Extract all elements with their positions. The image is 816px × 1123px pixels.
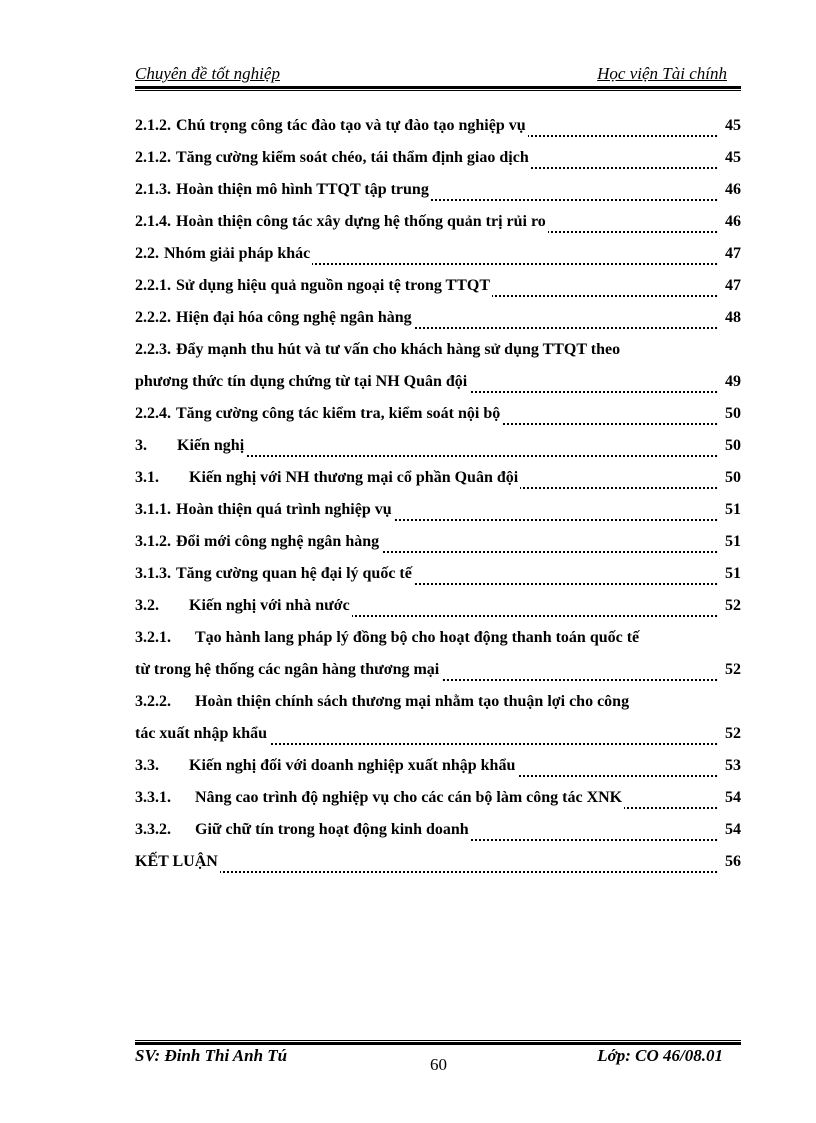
toc-page: 50	[724, 466, 741, 490]
header-rule	[135, 86, 741, 91]
toc-entry[interactable]	[135, 402, 741, 434]
toc-number: 3.3.2.	[135, 821, 171, 838]
toc-page: 52	[724, 594, 741, 618]
toc-title: Kiến nghị	[177, 437, 245, 454]
header-institution: Học viện Tài chính	[597, 64, 727, 83]
footer-page-number: 60	[430, 1055, 447, 1074]
toc-number: 2.2.4.	[135, 405, 171, 422]
toc-title: Nhóm giải pháp khác	[164, 245, 311, 262]
toc-entry[interactable]	[135, 466, 741, 498]
toc-number: 2.1.2.	[135, 117, 171, 134]
toc-page: 50	[724, 402, 741, 426]
toc-title: Đẩy mạnh thu hút và tư vấn cho khách hàng sử dụng TTQT theo	[176, 341, 621, 358]
toc-entry[interactable]	[135, 178, 741, 210]
toc-title: Tăng cường kiểm soát chéo, tái thẩm định giao dịch	[176, 149, 529, 166]
footer-rule	[135, 1040, 741, 1045]
toc-entry[interactable]	[135, 626, 741, 658]
page-header	[135, 64, 741, 86]
toc-entry[interactable]	[135, 242, 741, 274]
toc-number: 2.1.2.	[135, 149, 171, 166]
toc-page: 56	[724, 850, 741, 874]
toc-title: Hoàn thiện công tác xây dựng hệ thống quản trị rủi ro	[176, 213, 546, 230]
toc-entry[interactable]	[135, 786, 741, 818]
toc-title: Tăng cường công tác kiểm tra, kiểm soát nội bộ	[176, 405, 501, 422]
toc-page: 47	[724, 274, 741, 298]
toc-title: Hoàn thiện mô hình TTQT tập trung	[176, 181, 429, 198]
toc-title: Hiện đại hóa công nghệ ngân hàng	[176, 309, 412, 326]
toc-entry[interactable]	[135, 146, 741, 178]
toc-number: 2.1.4.	[135, 213, 171, 230]
toc-title: Hoàn thiện chính sách thương mại nhằm tạo thuận lợi cho công	[195, 693, 630, 710]
footer-student: SV: Đinh Thi Anh Tú	[135, 1046, 288, 1065]
dot-leader	[135, 871, 717, 873]
toc-page: 52	[724, 722, 741, 746]
toc-title: Sử dụng hiệu quả nguồn ngoại tệ trong TTQT	[176, 277, 491, 294]
toc-entry[interactable]	[135, 754, 741, 786]
toc-entry[interactable]	[135, 338, 741, 370]
toc-title-continued: phương thức tín dụng chứng từ tại NH Quân đội	[135, 370, 469, 394]
toc-number: 3.2.1.	[135, 629, 171, 646]
toc-page: 45	[724, 114, 741, 138]
toc-page: 51	[724, 498, 741, 522]
toc-entry[interactable]	[135, 530, 741, 562]
toc-number: 3.1.1.	[135, 501, 171, 518]
toc-number: 3.1.	[135, 469, 159, 486]
toc-entry[interactable]	[135, 722, 741, 754]
footer-class: Lớp: CO 46/08.01	[597, 1046, 723, 1065]
toc-title: Hoàn thiện quá trình nghiệp vụ	[176, 501, 392, 518]
toc-title: Tạo hành lang pháp lý đồng bộ cho hoạt động thanh toán quốc tế	[195, 629, 640, 646]
toc-title: Nâng cao trình độ nghiệp vụ cho các cán bộ làm công tác XNK	[195, 789, 623, 806]
toc-entry[interactable]	[135, 658, 741, 690]
toc-page: 49	[724, 370, 741, 394]
toc-page: 53	[724, 754, 741, 778]
toc-entry[interactable]	[135, 562, 741, 594]
toc-number: 3.3.1.	[135, 789, 171, 806]
toc-entry[interactable]	[135, 690, 741, 722]
toc-title-continued: từ trong hệ thống các ngân hàng thương mại	[135, 658, 441, 682]
toc-title: Kiến nghị với nhà nước	[189, 597, 350, 614]
table-of-contents	[135, 114, 741, 882]
toc-number: 3.2.	[135, 597, 159, 614]
toc-entry[interactable]	[135, 370, 741, 402]
toc-title: Giữ chữ tín trong hoạt động kinh doanh	[195, 821, 469, 838]
toc-number: 3.	[135, 437, 147, 454]
toc-entry[interactable]	[135, 594, 741, 626]
toc-page: 48	[724, 306, 741, 330]
toc-number: 3.3.	[135, 757, 159, 774]
toc-entry[interactable]	[135, 274, 741, 306]
toc-page: 45	[724, 146, 741, 170]
header-title: Chuyên đề tốt nghiệp	[135, 64, 280, 83]
toc-entry[interactable]	[135, 306, 741, 338]
toc-number: 2.2.1.	[135, 277, 171, 294]
toc-entry[interactable]	[135, 210, 741, 242]
toc-page: 46	[724, 210, 741, 234]
toc-entry[interactable]	[135, 434, 741, 466]
toc-title: Kiến nghị đối với doanh nghiệp xuất nhập khẩu	[189, 757, 516, 774]
toc-title-continued: tác xuất nhập khẩu	[135, 722, 269, 746]
toc-number: 3.1.2.	[135, 533, 171, 550]
toc-title: Chú trọng công tác đào tạo và tự đào tạo nghiệp vụ	[176, 117, 526, 134]
toc-entry[interactable]	[135, 850, 741, 882]
toc-number: 3.2.2.	[135, 693, 171, 710]
toc-page: 52	[724, 658, 741, 682]
toc-page: 51	[724, 530, 741, 554]
toc-entry[interactable]	[135, 114, 741, 146]
toc-page: 50	[724, 434, 741, 458]
toc-entry[interactable]	[135, 818, 741, 850]
toc-title: Tăng cường quan hệ đại lý quốc tế	[176, 565, 412, 582]
page-footer	[135, 1046, 741, 1076]
toc-number: 3.1.3.	[135, 565, 171, 582]
toc-page: 54	[724, 818, 741, 842]
toc-page: 51	[724, 562, 741, 586]
toc-number: 2.2.2.	[135, 309, 171, 326]
toc-page: 54	[724, 786, 741, 810]
toc-entry[interactable]	[135, 498, 741, 530]
toc-title: Kiến nghị với NH thương mại cổ phần Quân đội	[189, 469, 519, 486]
toc-title: Đổi mới công nghệ ngân hàng	[176, 533, 380, 550]
toc-number: 2.2.3.	[135, 341, 171, 358]
toc-page: 47	[724, 242, 741, 266]
toc-page: 46	[724, 178, 741, 202]
toc-title: KẾT LUẬN	[135, 853, 218, 870]
toc-number: 2.2.	[135, 245, 159, 262]
toc-number: 2.1.3.	[135, 181, 171, 198]
